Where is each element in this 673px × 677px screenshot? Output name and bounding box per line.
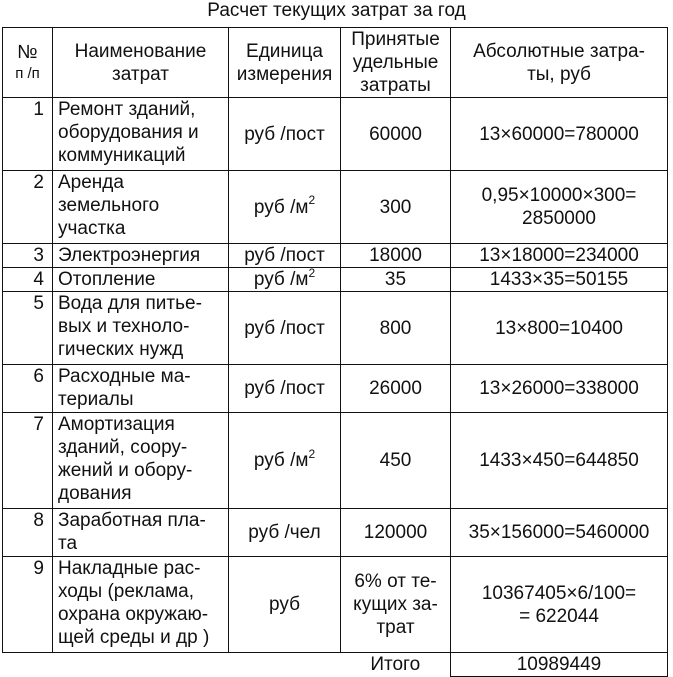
cost-name-line: Электроэнергия <box>58 245 201 266</box>
unit-superscript: 2 <box>308 446 316 461</box>
absolute-cost-line: 10367405×6/100= <box>481 582 637 604</box>
specific-cost-line: 450 <box>379 450 412 471</box>
absolute-cost <box>451 292 668 365</box>
row-number: 7 <box>3 413 53 509</box>
cost-name <box>53 171 229 244</box>
specific-cost-line: трат <box>376 617 415 638</box>
absolute-cost <box>451 98 668 171</box>
cost-name-line: Накладные рас- <box>58 558 201 579</box>
specific-cost <box>341 171 451 244</box>
header-absolute-line2: ты, руб <box>527 63 591 85</box>
table-row <box>3 413 668 509</box>
absolute-cost <box>451 244 668 268</box>
unit-superscript: 2 <box>308 193 316 208</box>
specific-cost <box>341 98 451 171</box>
row-number: 3 <box>3 244 53 268</box>
table-row <box>3 268 668 292</box>
cost-name-line: Отопление <box>58 269 156 290</box>
absolute-cost <box>451 171 668 244</box>
cost-name-line: вых и техноло- <box>58 316 190 337</box>
absolute-cost-line: 13×26000=338000 <box>479 378 639 399</box>
cost-name-line: зданий, соору- <box>58 437 188 458</box>
total-row <box>3 653 668 677</box>
row-number: 9 <box>3 557 53 653</box>
absolute-cost-line: 2850000 <box>522 208 596 229</box>
table-row <box>3 365 668 413</box>
total-value: 10989449 <box>451 653 668 677</box>
header-specific <box>341 28 451 98</box>
table-row <box>3 557 668 653</box>
unit-text: руб /пост <box>244 317 325 339</box>
cost-name-line: Расходные ма- <box>58 366 191 387</box>
cost-name-line: Ремонт зданий, <box>58 99 196 120</box>
cost-name-line: Аренда <box>58 172 124 193</box>
specific-cost-line: 800 <box>379 317 412 339</box>
specific-cost-line: 18000 <box>369 245 422 266</box>
row-number: 2 <box>3 171 53 244</box>
header-name-line2: затрат <box>112 63 169 85</box>
table-title: Расчет текущих затрат за год <box>207 0 466 21</box>
header-specific-line3: затраты <box>360 75 431 96</box>
row-number: 6 <box>3 365 53 413</box>
table-row <box>3 292 668 365</box>
cost-name-line: Вода для питье- <box>58 293 202 314</box>
specific-cost <box>341 509 451 557</box>
header-specific-line2: удельные <box>352 52 439 73</box>
cost-name <box>53 244 229 268</box>
unit-text: руб /пост <box>244 123 325 145</box>
cost-name <box>53 413 229 509</box>
cost-name-line: Заработная пла- <box>58 510 206 531</box>
unit-cell <box>229 171 341 244</box>
header-unit <box>229 28 341 98</box>
unit-superscript: 2 <box>308 265 316 280</box>
row-number: 4 <box>3 268 53 292</box>
cost-name <box>53 268 229 292</box>
total-label: Итого <box>370 654 421 676</box>
unit-cell <box>229 265 341 292</box>
absolute-cost-line: 0,95×10000×300= <box>481 185 637 206</box>
absolute-cost-line: = 622044 <box>519 605 599 627</box>
absolute-cost-line: 1433×35=50155 <box>489 269 629 290</box>
specific-cost-line: 6% от те- <box>354 571 437 592</box>
absolute-cost <box>451 557 668 653</box>
unit-cell <box>229 557 341 653</box>
header-row <box>3 28 668 98</box>
specific-cost-line: 26000 <box>369 378 422 399</box>
unit-text: руб /пост <box>244 245 325 266</box>
specific-cost <box>341 292 451 365</box>
header-specific-line1: Принятые <box>351 29 440 50</box>
cost-name-line: земельного <box>58 195 160 216</box>
specific-cost <box>341 244 451 268</box>
unit-cell <box>229 413 341 509</box>
cost-name <box>53 365 229 413</box>
absolute-cost <box>451 509 668 557</box>
specific-cost <box>341 557 451 653</box>
unit-cell <box>229 244 341 268</box>
absolute-cost-line: 1433×450=644850 <box>479 450 639 471</box>
cost-name-line: дования <box>58 483 132 504</box>
row-number: 1 <box>3 98 53 171</box>
cost-name-line: коммуникаций <box>58 145 186 166</box>
absolute-cost <box>451 365 668 413</box>
cost-name-line: Амортизация <box>58 414 175 435</box>
cost-name-line: участка <box>58 218 126 239</box>
cost-name-line: та <box>58 533 78 554</box>
absolute-cost-line: 35×156000=5460000 <box>468 522 650 543</box>
table-row <box>3 509 668 557</box>
cost-name-line: териалы <box>58 389 134 410</box>
specific-cost-line: 120000 <box>363 522 428 543</box>
cost-name-line: оборудования и <box>58 122 199 143</box>
unit-text: руб /м <box>253 450 309 471</box>
row-number: 8 <box>3 509 53 557</box>
specific-cost-line: 300 <box>379 196 412 218</box>
header-num-line1: № <box>17 41 38 63</box>
header-unit-line2: измерения <box>236 63 333 85</box>
table-body <box>3 98 668 653</box>
unit-text: руб /пост <box>244 378 325 399</box>
cost-name-line: жений и обору- <box>58 460 193 481</box>
absolute-cost-line: 13×800=10400 <box>495 317 623 339</box>
specific-cost <box>341 413 451 509</box>
cost-name <box>53 292 229 365</box>
specific-cost-line: 35 <box>384 269 407 290</box>
table-row <box>3 98 668 171</box>
table-row <box>3 171 668 244</box>
specific-cost-line: 60000 <box>369 123 422 145</box>
header-absolute <box>451 28 668 98</box>
header-num-line2: п /п <box>15 64 40 82</box>
cost-name <box>53 557 229 653</box>
unit-text: руб /м <box>253 269 309 290</box>
absolute-cost <box>451 268 668 292</box>
cost-name-line: гических нужд <box>58 339 184 360</box>
unit-cell <box>229 292 341 365</box>
unit-cell <box>229 98 341 171</box>
total-spacer <box>229 653 341 677</box>
specific-cost <box>341 365 451 413</box>
costs-table <box>2 27 668 677</box>
unit-text: руб /м <box>253 196 309 218</box>
header-absolute-line1: Абсолютные затра- <box>473 40 645 62</box>
table-row <box>3 244 668 268</box>
header-unit-line1: Единица <box>246 40 323 62</box>
header-num <box>3 28 53 98</box>
cost-name <box>53 509 229 557</box>
cost-name-line: охрана окружаю- <box>58 604 209 625</box>
cost-name-line: ходы (реклама, <box>58 581 195 602</box>
absolute-cost-line: 13×60000=780000 <box>479 123 639 145</box>
unit-text: руб <box>269 594 300 615</box>
specific-cost-line: кущих за- <box>353 594 438 615</box>
header-name-line1: Наименование <box>74 40 207 62</box>
total-spacer <box>3 653 53 677</box>
row-number: 5 <box>3 292 53 365</box>
cost-name-line: щей среды и др ) <box>58 627 210 648</box>
absolute-cost <box>451 413 668 509</box>
total-spacer <box>53 653 229 677</box>
specific-cost <box>341 268 451 292</box>
unit-cell <box>229 509 341 557</box>
absolute-cost-line: 13×18000=234000 <box>479 245 639 266</box>
unit-cell <box>229 365 341 413</box>
unit-text: руб /чел <box>248 522 321 543</box>
cost-name <box>53 98 229 171</box>
header-name <box>53 28 229 98</box>
